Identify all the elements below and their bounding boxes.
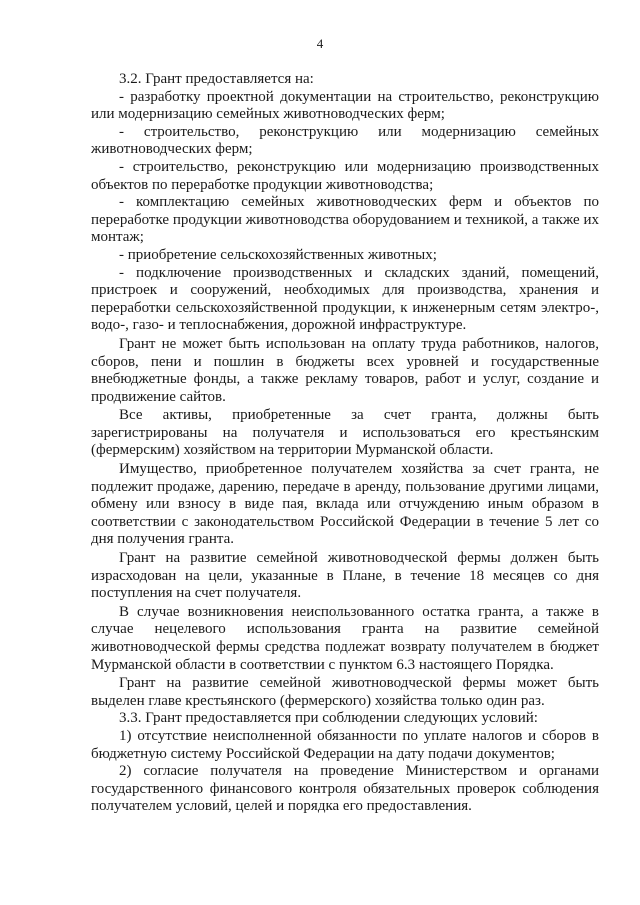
paragraph: Все активы, приобретенные за счет гранта, должны быть зарегистрированы на получателя и использоваться его крестьянским (фермерским) хозяйством на территории Мурманской области. — [91, 407, 599, 459]
paragraph: - разработку проектной документации на строительство, реконструкцию или модернизацию семейных животноводческих ферм; — [91, 88, 599, 123]
paragraph: - подключение производственных и складских зданий, помещений, пристроек и сооружений, необходимых для производства, хранения и переработки сельскохозяйственной продукции, к инженерным сетям электро-, водо-, газо- и теплоснабжения, дорожной инфраструктуре. — [91, 264, 599, 334]
paragraph: 1) отсутствие неисполненной обязанности по уплате налогов и сборов в бюджетную систему Российской Федерации на дату подачи документов; — [91, 727, 599, 762]
paragraph: В случае возникновения неиспользованного остатка гранта, а также в случае нецелевого использования гранта на развитие семейной животноводческой фермы средства подлежат возврату получателем в бюджет Мурманской области в соответствии с пунктом 6.3 настоящего Порядка. — [91, 603, 599, 673]
paragraph: - строительство, реконструкцию или модернизацию производственных объектов по переработке продукции животноводства; — [91, 158, 599, 193]
paragraph: Грант на развитие семейной животноводческой фермы может быть выделен главе крестьянского (фермерского) хозяйства только один раз. — [91, 675, 599, 709]
paragraph: 3.3. Грант предоставляется при соблюдении следующих условий: — [119, 710, 538, 727]
paragraph: - комплектацию семейных животноводческих ферм и объектов по переработке продукции животноводства оборудованием и техникой, а также их монтаж; — [91, 194, 599, 246]
paragraph: 2) согласие получателя на проведение Министерством и органами государственного финансового контроля обязательных проверок соблюдения получателем условий, целей и порядка его предоставления. — [91, 763, 599, 815]
paragraph: - приобретение сельскохозяйственных животных; — [119, 246, 437, 263]
document-body — [91, 71, 599, 816]
page-number: 4 — [316, 36, 324, 51]
paragraph: 3.2. Грант предоставляется на: — [119, 71, 314, 87]
paragraph: Имущество, приобретенное получателем хозяйства за счет гранта, не подлежит продаже, дарению, передаче в аренду, пользование другими лицами, обмену или взносу в виде пая, вклада или отчуждению иным образом в соответствии с законодательством Российской Федерации в течение 5 лет со дня получения гранта. — [91, 461, 599, 548]
paragraph: Грант на развитие семейной животноводческой фермы должен быть израсходован на цели, указанные в Плане, в течение 18 месяцев со дня поступления на счет получателя. — [91, 550, 599, 602]
paragraph: Грант не может быть использован на оплату труда работников, налогов, сборов, пени и пошлин в бюджеты всех уровней и государственные внебюджетные фонды, а также рекламу товаров, работ и услуг, создание и продвижение сайтов. — [91, 335, 599, 405]
paragraph: - строительство, реконструкцию или модернизацию семейных животноводческих ферм; — [91, 123, 599, 158]
